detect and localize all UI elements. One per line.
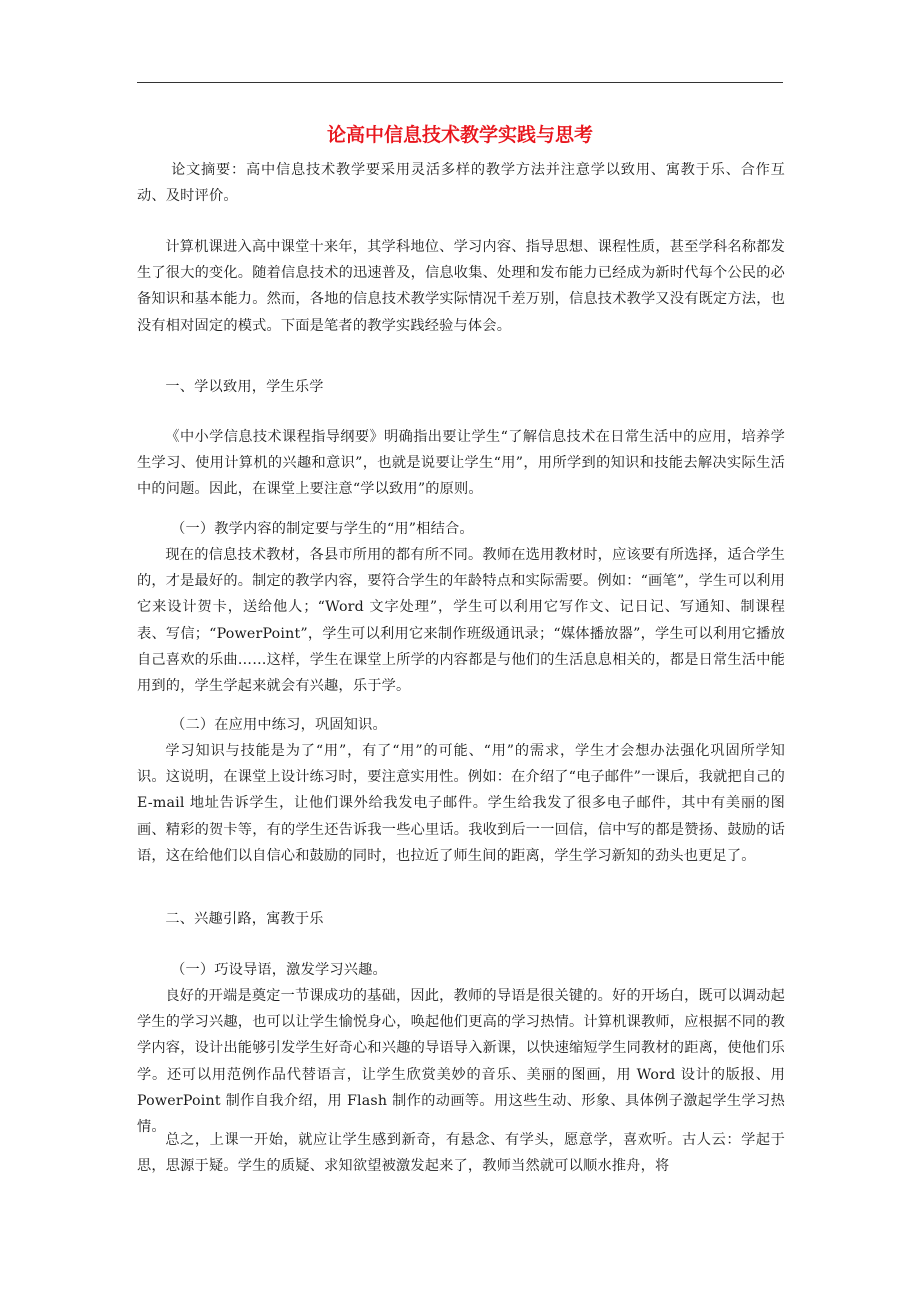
section-1-sub-1-paragraph: 现在的信息技术教材，各县市所用的都有所不同。教师在选用教材时，应该要有所选择，适合学生的，才是最好的。制定的教学内容，要符合学生的年龄特点和实际需要。例如：“画笔”，学生可以利用它来设计贺卡，送给他人；“Word 文字处理”，学生可以利用它写作文、记日记、写通知、制课程表、写信；“PowerPoint”，学生可以利用它来制作班级通讯录；“媒体播放器”，学生可以利用它播放自己喜欢的乐曲……这样，学生在课堂上所学的内容都是与他们的生活息息相关的，都是日常生活中能用到的，学生学起来就会有兴趣，乐于学。 [137, 547, 785, 695]
abstract-paragraph: 论文摘要：高中信息技术教学要采用灵活多样的教学方法并注意学以致用、寓教于乐、合作互动、及时评价。 [137, 162, 785, 205]
section-1-sub-2-paragraph: 学习知识与技能是为了“用”，有了“用”的可能、“用”的需求，学生才会想办法强化巩固所学知识。这说明，在课堂上设计练习时，要注意实用性。例如：在介绍了“电子邮件”一课后，我就把自己的 E-mail 地址告诉学生，让他们课外给我发电子邮件。学生给我发了很多电子邮件，其中有美丽的图画、精彩的贺卡等，有的学生还告诉我一些心里话。我收到后一一回信，信中写的都是赞扬、鼓励的话语，这在给他们以自信心和鼓励的同时，也拉近了师生间的距离，学生学习新知的劲头也更足了。 [137, 743, 785, 864]
intro-paragraph: 计算机课进入高中课堂十来年，其学科地位、学习内容、指导思想、课程性质，甚至学科名称都发生了很大的变化。随着信息技术的迅速普及，信息收集、处理和发布能力已经成为新时代每个公民的必备知识和基本能力。然而，各地的信息技术教学实际情况千差万别，信息技术教学又没有既定方法，也没有相对固定的模式。下面是笔者的教学实践经验与体会。 [137, 239, 785, 334]
section-2-sub-1-paragraph-2: 总之，上课一开始，就应让学生感到新奇，有悬念、有学头，愿意学，喜欢听。古人云：学起于思，思源于疑。学生的质疑、求知欲望被激发起来了，教师当然就可以顺水推舟，将 [137, 1132, 785, 1175]
section-1-heading: 一、学以致用，学生乐学 [165, 379, 324, 395]
section-1-sub-1-heading: （一）教学内容的制定要与学生的“用”相结合。 [171, 521, 474, 537]
section-2-sub-1-paragraph: 良好的开端是奠定一节课成功的基础，因此，教师的导语是很关键的。好的开场白，既可以调动起学生的学习兴趣，也可以让学生愉悦身心，唤起他们更高的学习热情。计算机课教师，应根据不同的教学内容，设计出能够引发学生好奇心和兴趣的导语导入新课，以快速缩短学生同教材的距离，使他们乐学。还可以用范例作品代替语言，让学生欣赏美妙的音乐、美丽的图画，用 Word 设计的版报、用 PowerPoint 制作自我介绍，用 Flash 制作的动画等。用这些生动、形象、具体例子激起学生学习热情。 [137, 988, 785, 1136]
section-1-sub-2-heading: （二）在应用中练习，巩固知识。 [171, 717, 387, 733]
section-1-paragraph: 《中小学信息技术课程指导纲要》明确指出要让学生“了解信息技术在日常生活中的应用，培养学生学习、使用计算机的兴趣和意识”，也就是说要让学生“用”，用所学到的知识和技能去解决实际生活中的问题。因此，在课堂上要注意“学以致用”的原则。 [137, 429, 785, 498]
section-2-heading: 二、兴趣引路，寓教于乐 [165, 911, 324, 927]
document-title: 论高中信息技术教学实践与思考 [326, 124, 593, 146]
section-2-sub-1-heading: （一）巧设导语，激发学习兴趣。 [171, 962, 387, 978]
header-rule [137, 82, 783, 83]
